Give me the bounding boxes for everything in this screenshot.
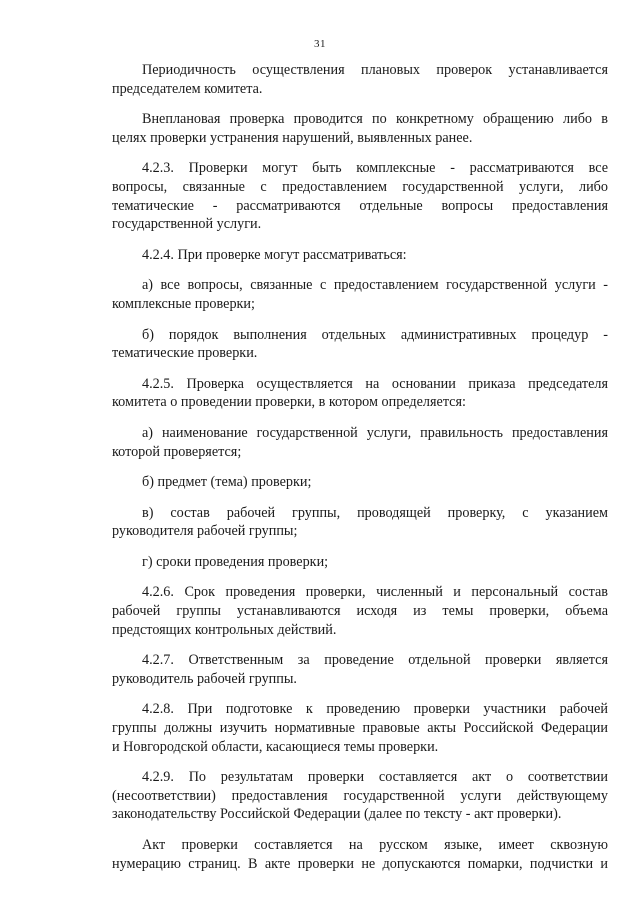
paragraph bbox=[112, 276, 608, 313]
text-line: Акт проверки составляется на русском языке, имеет сквозную bbox=[142, 837, 608, 853]
paragraph bbox=[112, 326, 608, 363]
paragraph bbox=[112, 424, 608, 461]
paragraph bbox=[112, 61, 608, 98]
paragraph bbox=[112, 700, 608, 756]
text-line: целях проверки устранения нарушений, выявленных ранее. bbox=[112, 129, 473, 146]
text-line: 4.2.5. Проверка осуществляется на основании приказа председателя bbox=[142, 375, 608, 392]
text-line: председателем комитета. bbox=[112, 80, 263, 97]
text-line: а) все вопросы, связанные с предоставлением государственной услуги - bbox=[142, 277, 608, 294]
text-line: и Новгородской области, касающиеся темы проверки. bbox=[112, 738, 439, 755]
text-line: группы должны изучить нормативные правовые акты Российской Федерации bbox=[112, 720, 608, 737]
text-line: в) состав рабочей группы, проводящей проверку, с указанием bbox=[142, 504, 608, 521]
text-line: руководителя рабочей группы; bbox=[112, 523, 298, 540]
text-line: комитета о проведении проверки, в котором определяется: bbox=[112, 394, 466, 411]
text-line: рабочей группы устанавливаются исходя из темы проверки, объема bbox=[112, 603, 608, 620]
page-number: 31 bbox=[314, 38, 326, 50]
text-line: вопросы, связанные с предоставлением государственной услуги, либо bbox=[112, 178, 608, 195]
paragraph bbox=[112, 553, 608, 572]
text-line: которой проверяется; bbox=[112, 443, 242, 460]
text-line: 4.2.6. Срок проведения проверки, численный и персональный состав bbox=[142, 584, 608, 601]
text-line: б) предмет (тема) проверки; bbox=[142, 474, 312, 491]
paragraph bbox=[112, 768, 608, 824]
text-line: 4.2.4. При проверке могут рассматриваться: bbox=[142, 246, 407, 263]
paragraph bbox=[112, 375, 608, 412]
text-line: нумерацию страниц. В акте проверки не допускаются помарки, подчистки и bbox=[112, 855, 608, 872]
text-line: а) наименование государственной услуги, правильность предоставления bbox=[142, 424, 608, 441]
paragraph bbox=[112, 651, 608, 688]
paragraph bbox=[112, 583, 608, 639]
text-line: тематические проверки. bbox=[112, 345, 258, 362]
text-line: государственной услуги. bbox=[112, 216, 262, 233]
paragraph bbox=[112, 159, 608, 233]
paragraph bbox=[112, 504, 608, 541]
text-line: (несоответствии) предоставления государственной услуги действующему bbox=[112, 787, 608, 804]
text-line: тематические - рассматриваются отдельные вопросы предоставления bbox=[112, 197, 608, 214]
paragraph bbox=[112, 246, 608, 265]
text-line: б) порядок выполнения отдельных административных процедур - bbox=[142, 326, 608, 343]
text-line: Периодичность осуществления плановых проверок устанавливается bbox=[142, 62, 608, 78]
text-line: 4.2.9. По результатам проверки составляется акт о соответствии bbox=[142, 769, 608, 786]
document-body bbox=[112, 61, 608, 885]
paragraph bbox=[112, 110, 608, 147]
text-line: руководитель рабочей группы. bbox=[112, 670, 297, 687]
text-line: 4.2.3. Проверки могут быть комплексные - рассматриваются все bbox=[142, 160, 608, 177]
paragraph bbox=[112, 836, 608, 873]
text-line: законодательству Российской Федерации (далее по тексту - акт проверки). bbox=[112, 806, 562, 823]
text-line: г) сроки проведения проверки; bbox=[142, 553, 329, 570]
text-line: предстоящих контрольных действий. bbox=[112, 621, 337, 638]
paragraph bbox=[112, 473, 608, 492]
text-line: Внеплановая проверка проводится по конкретному обращению либо в bbox=[142, 111, 608, 128]
text-line: 4.2.8. При подготовке к проведению проверки участники рабочей bbox=[142, 701, 608, 718]
text-line: комплексные проверки; bbox=[112, 295, 255, 312]
text-line: 4.2.7. Ответственным за проведение отдельной проверки является bbox=[142, 652, 608, 669]
